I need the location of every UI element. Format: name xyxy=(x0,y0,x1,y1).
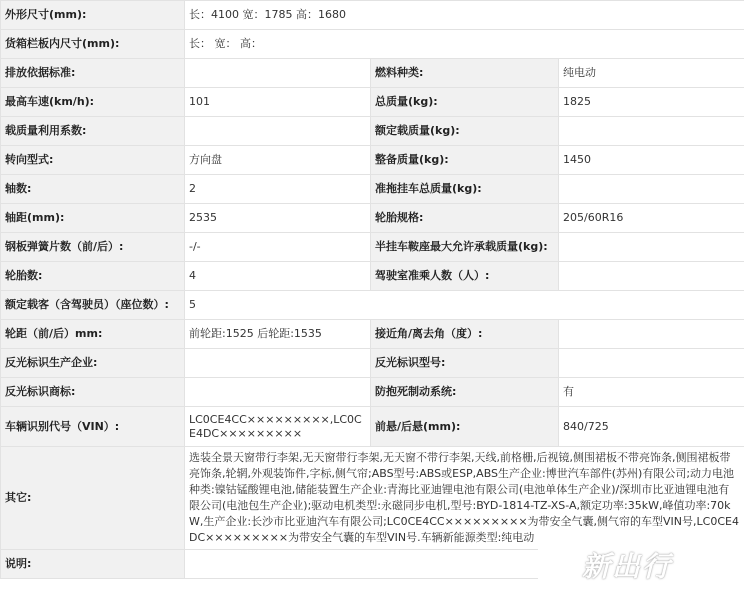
label-notes: 说明: xyxy=(1,550,185,579)
spec-row-other xyxy=(1,447,744,550)
spec-row xyxy=(1,262,744,291)
value-fuel-type: 纯电动 xyxy=(559,59,744,88)
watermark-logo xyxy=(538,537,744,593)
value-reflector-model xyxy=(559,349,744,378)
value-other: 选装全景天窗带行李架,无天窗带行李架,无天窗不带行李架,天线,前格栅,后视镜,侧围裙板不带亮饰条,侧围裙板带亮饰条,轮辋,外观装饰件,字标,侧气帘;ABS型号:ABS或ESP,ABS生产企业:博世汽车部件(苏州)有限公司;动力电池种类:镍钴锰酸锂电池,储能装置生产企业:青海比亚迪锂电池有限公司(电池单体生产企业)/深圳市比亚迪锂电池有限公司(电池包生产企业);驱动电机类型:永磁同步电机,型号:BYD-1814-TZ-XS-A,额定功率:35kW,峰值功率:70kW,生产企业:长沙市比亚迪汽车有限公司;LC0CE4CC×××××××××为带安全气囊,侧气帘的车型VIN号,LC0CE4DC×××××××××为带安全气囊的车型VIN号.车辆新能源类型:纯电动 xyxy=(185,447,744,550)
value-abs: 有 xyxy=(559,378,744,407)
value-steering: 方向盘 xyxy=(185,146,371,175)
value-curb-weight: 1450 xyxy=(559,146,744,175)
value-track: 前轮距:1525 后轮距:1535 xyxy=(185,320,371,349)
spec-row xyxy=(1,59,744,88)
label-trailer-mass: 准拖挂车总质量(kg): xyxy=(371,175,559,204)
spec-row-seats xyxy=(1,291,744,320)
label-rated-load: 额定载质量(kg): xyxy=(371,117,559,146)
label-leaf-springs: 钢板弹簧片数（前/后）: xyxy=(1,233,185,262)
value-emission-standard xyxy=(185,59,371,88)
value-cargo-box: 长： 宽： 高： xyxy=(185,30,744,59)
label-tire-count: 轮胎数: xyxy=(1,262,185,291)
value-wheelbase: 2535 xyxy=(185,204,371,233)
label-other: 其它: xyxy=(1,447,185,550)
label-curb-weight: 整备质量(kg): xyxy=(371,146,559,175)
spec-row xyxy=(1,320,744,349)
label-tire-spec: 轮胎规格: xyxy=(371,204,559,233)
value-reflector-maker xyxy=(185,349,371,378)
value-rated-load xyxy=(559,117,744,146)
spec-row-cargo-box xyxy=(1,30,744,59)
label-max-speed: 最高车速(km/h): xyxy=(1,88,185,117)
label-reflector-maker: 反光标识生产企业: xyxy=(1,349,185,378)
label-axle-count: 轴数: xyxy=(1,175,185,204)
value-tire-count: 4 xyxy=(185,262,371,291)
spec-row xyxy=(1,378,744,407)
label-abs: 防抱死制动系统: xyxy=(371,378,559,407)
spec-row xyxy=(1,146,744,175)
watermark-text: 新出行 xyxy=(582,550,673,583)
label-reflector-model: 反光标识型号: xyxy=(371,349,559,378)
value-dimensions: 长：4100 宽：1785 高：1680 xyxy=(185,1,744,30)
spec-row xyxy=(1,407,744,447)
value-cab-capacity xyxy=(559,262,744,291)
label-saddle-load: 半挂车鞍座最大允许承载质量(kg): xyxy=(371,233,559,262)
label-overhang: 前悬/后悬(mm): xyxy=(371,407,559,447)
value-leaf-springs: -/- xyxy=(185,233,371,262)
value-max-speed: 101 xyxy=(185,88,371,117)
value-saddle-load xyxy=(559,233,744,262)
value-load-coefficient xyxy=(185,117,371,146)
value-tire-spec: 205/60R16 xyxy=(559,204,744,233)
label-emission-standard: 排放依据标准: xyxy=(1,59,185,88)
label-cargo-box: 货箱栏板内尺寸(mm): xyxy=(1,30,185,59)
value-seats: 5 xyxy=(185,291,744,320)
spec-row xyxy=(1,233,744,262)
label-wheelbase: 轴距(mm): xyxy=(1,204,185,233)
label-approach-departure: 接近角/离去角（度）: xyxy=(371,320,559,349)
spec-row xyxy=(1,175,744,204)
label-cab-capacity: 驾驶室准乘人数（人）: xyxy=(371,262,559,291)
spec-row xyxy=(1,88,744,117)
label-track: 轮距（前/后）mm: xyxy=(1,320,185,349)
label-reflector-brand: 反光标识商标: xyxy=(1,378,185,407)
label-dimensions: 外形尺寸(mm): xyxy=(1,1,185,30)
spec-row xyxy=(1,349,744,378)
label-gross-mass: 总质量(kg): xyxy=(371,88,559,117)
label-vin: 车辆识别代号（VIN）: xyxy=(1,407,185,447)
value-reflector-brand xyxy=(185,378,371,407)
value-gross-mass: 1825 xyxy=(559,88,744,117)
spec-row xyxy=(1,204,744,233)
label-load-coefficient: 载质量利用系数: xyxy=(1,117,185,146)
value-axle-count: 2 xyxy=(185,175,371,204)
label-seats: 额定载客（含驾驶员）（座位数）: xyxy=(1,291,185,320)
value-approach-departure xyxy=(559,320,744,349)
label-fuel-type: 燃料种类: xyxy=(371,59,559,88)
value-trailer-mass xyxy=(559,175,744,204)
spec-row-dimensions xyxy=(1,1,744,30)
label-steering: 转向型式: xyxy=(1,146,185,175)
value-overhang: 840/725 xyxy=(559,407,744,447)
spec-row xyxy=(1,117,744,146)
value-vin: LC0CE4CC×××××××××,LC0CE4DC××××××××× xyxy=(185,407,371,447)
